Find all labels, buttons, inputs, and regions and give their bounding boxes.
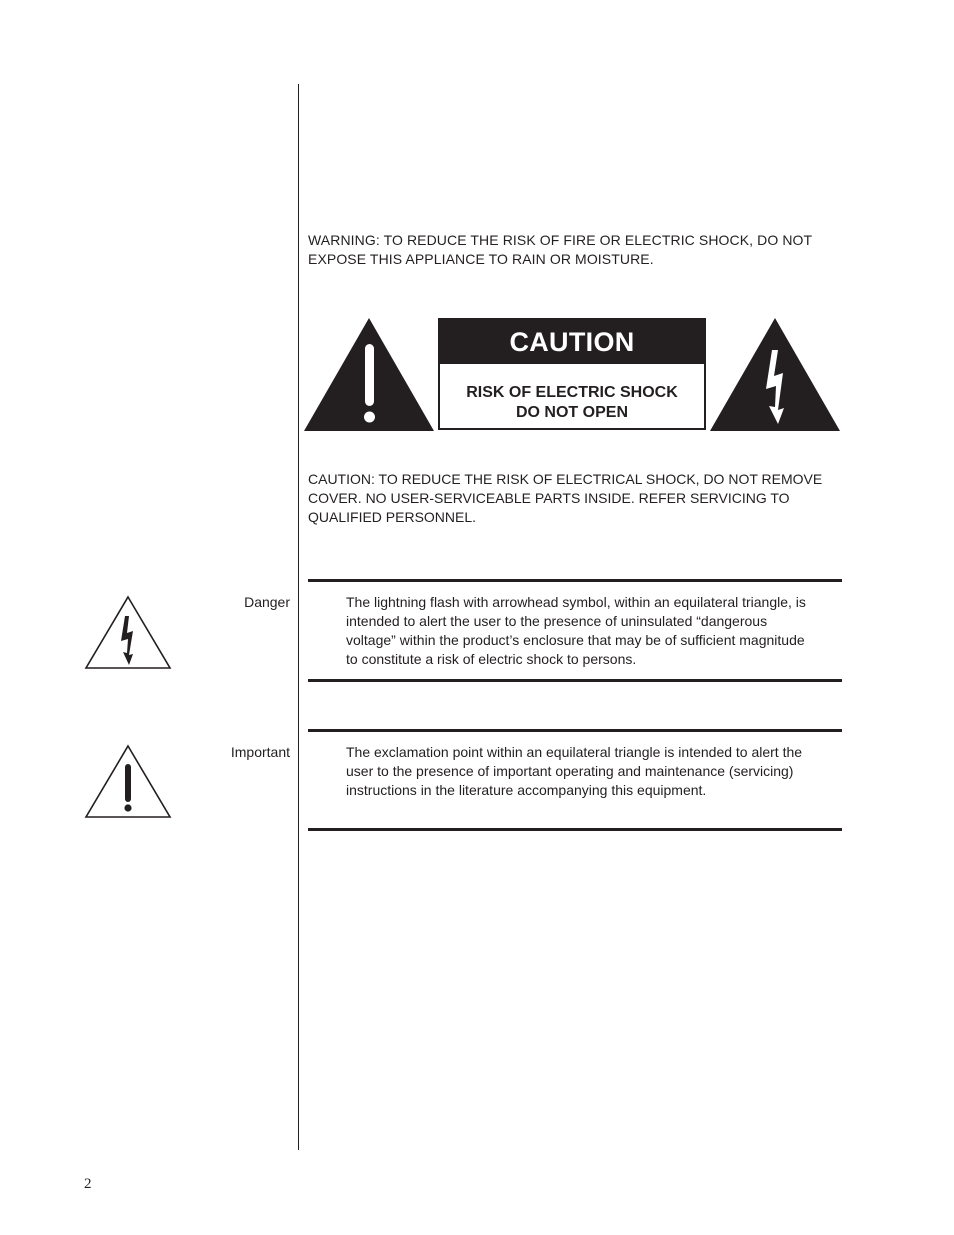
- divider: [308, 679, 842, 682]
- page-number: 2: [84, 1176, 92, 1192]
- caution-label: [438, 318, 706, 430]
- lightning-triangle-icon: [708, 316, 842, 433]
- exclamation-triangle-icon: [302, 316, 436, 433]
- caution-title: CAUTION: [440, 320, 704, 364]
- caution-text: CAUTION: TO REDUCE THE RISK OF ELECTRICAL SHOCK, DO NOT REMOVE COVER. NO USER-SERVICEABLE PARTS INSIDE. REFER SERVICING TO QUALIFIED PERSONNEL.: [308, 471, 823, 525]
- note-label-important: Important: [230, 744, 290, 760]
- margin-rule: [298, 84, 299, 1150]
- caution-body: [440, 364, 704, 423]
- divider: [308, 579, 842, 582]
- note-label-danger: Danger: [244, 594, 290, 610]
- warning-text: WARNING: TO REDUCE THE RISK OF FIRE OR ELECTRIC SHOCK, DO NOT EXPOSE THIS APPLIANCE TO RAIN OR MOISTURE.: [308, 232, 812, 267]
- note-text-danger: The lightning flash with arrowhead symbol, within an equilateral triangle, is intended to alert the user to the presence of uninsulated “dangerous voltage” within the product’s enclosure that may be of sufficient magnitude to constitute a risk of electric shock to persons.: [346, 594, 806, 667]
- caution-line-1: RISK OF ELECTRIC SHOCK: [466, 384, 678, 401]
- divider: [308, 828, 842, 831]
- caution-line-2: DO NOT OPEN: [515, 404, 628, 421]
- note-text-important: The exclamation point within an equilateral triangle is intended to alert the user to the presence of important operating and maintenance (servicing) instructions in the literature accompanying this equipment.: [346, 744, 803, 798]
- divider: [308, 729, 842, 732]
